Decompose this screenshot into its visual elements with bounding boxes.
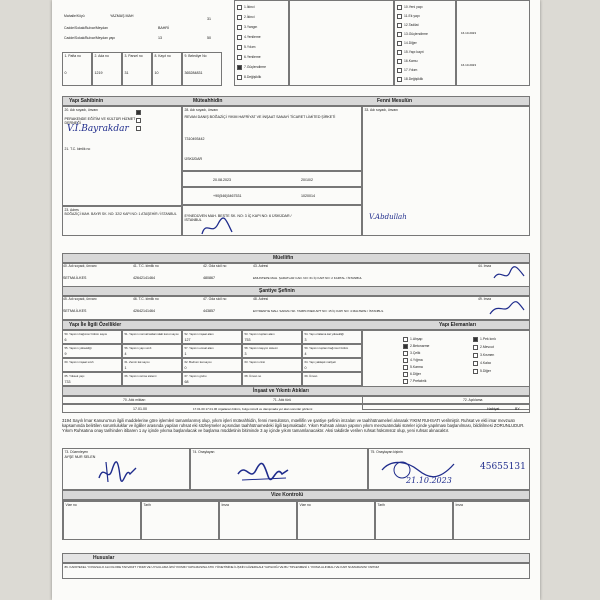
property-label: 53. Yapının toplam alanı — [244, 332, 275, 336]
site-table — [62, 296, 530, 320]
notes-block: 86. KAPATEKEL YONGSALO ALCOLORE TAKVANIT YIKIMI VE UYGULAMA İZNİ YIKIMIN YAPILMASINA ATIK YÖNETİMİNE İLİŞKİN GÜZERGAHI YAPILDIĞI VE BU TIPLENMESİ 1 YIKIMA ALINMALI VE KAPI NUMARASINI YAPINIZ — [62, 563, 530, 579]
element-checkbox[interactable] — [403, 365, 408, 370]
table-cell: EVYDENIYE MAH. SAKIZLI SK. TAMPLYDER APT NO: 15 İÇ KAPI NO: 4 MALTEPE / İSTANBUL — [253, 309, 384, 313]
top-center-block — [289, 0, 394, 86]
table-cell: EMUNTEPE MAH. ŞARATLAR CAD. NO: 61 İÇ KAPI NO: 2 KARTAL / İSTANBUL — [253, 276, 363, 280]
date-value: 16.10.2023 — [461, 63, 477, 67]
property-cell — [242, 372, 302, 386]
contractor-tel: +90(546)5467531 1020014 — [182, 187, 362, 205]
element-checkbox[interactable] — [403, 379, 408, 384]
property-value: 733 — [64, 380, 71, 384]
approval-3: 75. Onaylayan kişinin — [368, 448, 530, 490]
demolition-header: 70. Atık miktarı 71. Atık türü 72. Açıklama — [62, 396, 530, 404]
visa-cell: İmza — [453, 501, 530, 540]
option-label: 10.Yeni yapı — [404, 5, 423, 9]
small-value: 50 — [207, 36, 211, 40]
property-cell — [242, 344, 302, 358]
property-label: 50. Yapının bağımsız bölüm sayısı — [64, 332, 108, 336]
approval-1: 73. Düzenleyen AYŞE NUR SELEN — [62, 448, 190, 490]
ada-box: 2. Ada no 1219 — [92, 52, 122, 86]
property-label: 51. Yapının normal katlarındaki konut sayısı — [124, 332, 179, 336]
owner-band: Yapı Sahibinin Müteahhidin Fenni Mesulün — [62, 96, 530, 106]
option-checkbox[interactable] — [237, 75, 242, 80]
property-value: 1 — [184, 352, 187, 356]
element-label: 6.Diğer — [410, 372, 421, 376]
property-value: 4 — [124, 352, 127, 356]
option-label: 18.Değişiklik — [404, 77, 424, 81]
property-label: 63. Yapının cinsi — [244, 360, 265, 364]
visa-cell: İmza — [219, 501, 297, 540]
parsel-box: 3. Parsel no 31 — [122, 52, 152, 86]
option-label: 1.İkinci — [244, 5, 255, 9]
option-label: 3.Yangın — [244, 25, 258, 29]
property-cell — [182, 330, 242, 344]
approval-date: 21.10.2023 — [406, 476, 452, 485]
option-checkbox[interactable] — [397, 23, 402, 28]
property-value: 3 — [244, 352, 247, 356]
contractor-signature — [198, 216, 238, 238]
row-value: YAZMAŞ MAH — [110, 14, 134, 18]
property-cell — [122, 358, 182, 372]
property-cell — [182, 344, 242, 358]
property-label: 57. Yapının emsal alanı — [184, 346, 214, 350]
element-right-checkbox[interactable] — [473, 369, 478, 374]
property-cell — [122, 330, 182, 344]
element-right-checkbox[interactable] — [473, 353, 478, 358]
property-cell — [62, 344, 122, 358]
option-checkbox[interactable] — [237, 65, 242, 70]
table-cell: 42642141464 — [133, 276, 155, 280]
property-label: 60. Yapının inşaat sınıfı — [64, 360, 94, 364]
element-label: 3.Çelik — [410, 351, 421, 355]
property-label: 55. Yapının yüksekliği — [64, 346, 92, 350]
kayit-box: 8. Kayıt no 10 — [152, 52, 182, 86]
option-label: 12.Tadilat — [404, 23, 419, 27]
property-cell — [182, 358, 242, 372]
tech-signature: V.Abdullah — [369, 213, 407, 221]
property-cell — [62, 372, 122, 386]
approval-2: 74. Onaylayan — [190, 448, 368, 490]
row-label: Cadde/Sokak/Bulvar/Meydan — [64, 26, 108, 30]
notes-band: Hususlar — [62, 553, 530, 563]
contractor-dates: 20.08.2023 20/10/2 — [182, 171, 362, 187]
element-label: 2.Betonarme — [410, 344, 430, 348]
element-right-label: 2.Mevcut — [480, 345, 494, 349]
element-checkbox[interactable] — [403, 337, 408, 342]
option-checkbox[interactable] — [397, 50, 402, 55]
element-right-label: 1.Pek kırık — [480, 337, 497, 341]
property-label: 61. Zemin kat sayısı — [124, 360, 150, 364]
property-value: 3 — [304, 338, 307, 342]
property-label: 67. Yapının grubu — [184, 374, 207, 378]
contractor-block: 28. Adı soyadı, ünvanı REVAN DANIŞ BOĞAZİÇİ YIKIM HAFRİYAT VE İNŞAAT SANAYİ TİCARET LİMİTED ŞİRKETİ 7310493442 ÜSKÜDAR — [182, 106, 362, 171]
property-label: 66. Yapının ısıtma sistemi — [124, 374, 157, 378]
visa-cell: Vize no — [63, 501, 141, 540]
element-checkbox[interactable] — [403, 344, 408, 349]
property-label: 62. Bodrum kat sayısı — [184, 360, 212, 364]
option-label: 8.Değişiklik — [244, 75, 262, 79]
element-checkbox[interactable] — [403, 351, 408, 356]
property-value: 1 — [124, 366, 127, 370]
author-table — [62, 263, 530, 287]
option-label: 16.Kamu — [404, 59, 418, 63]
option-checkbox[interactable] — [397, 68, 402, 73]
table-header: 42. Oda sicil no — [203, 264, 227, 268]
property-cell — [302, 358, 362, 372]
property-cell — [302, 330, 362, 344]
author-band: Müellifin — [62, 253, 530, 263]
element-label: 1.Ahşap — [410, 337, 423, 341]
property-cell — [242, 358, 302, 372]
option-checkbox[interactable] — [397, 59, 402, 64]
element-checkbox[interactable] — [403, 358, 408, 363]
option-checkbox[interactable] — [397, 5, 402, 10]
option-checkbox[interactable] — [397, 41, 402, 46]
table-header: 48. Adresi — [253, 297, 269, 301]
property-label: 65. Yüksek yapı — [64, 374, 85, 378]
option-label: 15.Yapı kayıt — [404, 50, 424, 54]
table-header: 44. İmza — [478, 264, 492, 268]
signature-2 — [236, 458, 291, 486]
demolition-band: İnşaat ve Yıkıntı Atıkları — [62, 386, 530, 396]
row-value: BAHRİ — [158, 26, 169, 30]
option-label: 13.Güçlendirme — [404, 32, 428, 36]
table-header: 47. Oda sicil no — [203, 297, 227, 301]
top-far-right-block — [456, 0, 530, 86]
option-label: 11.Ek yapı — [404, 14, 420, 18]
property-cell — [62, 330, 122, 344]
table-cell: SETMA İLKES — [63, 276, 87, 280]
properties-band: Yapı İle İlgili Özellikler Yapı Elemanları — [62, 320, 530, 330]
row-label: Mahalle/Köyü — [64, 14, 85, 18]
owner-address: 23. Adres BOĞAZİÇİ MAH. BAYIR SK. NO: 32/2 KAPI NO: 1 ATAŞEHİR / İSTANBUL — [62, 206, 182, 236]
property-label: 59. Yapının toplam bağımsız bölüm — [304, 346, 349, 350]
visa-table — [62, 500, 530, 540]
element-right-label: 5.Diğer — [480, 369, 491, 373]
table-header: 45. Adı soyadı, ünvanı — [63, 297, 97, 301]
property-cell — [122, 344, 182, 358]
element-right-checkbox[interactable] — [473, 345, 478, 350]
option-checkbox[interactable] — [237, 45, 242, 50]
option-checkbox[interactable] — [397, 77, 402, 82]
property-label: 52. Yapının inşaat alanı — [184, 332, 214, 336]
element-label: 4.Yığma — [410, 358, 423, 362]
option-label: 14.Diğer — [404, 41, 417, 45]
property-label: 56. Yapının yapı sınıfı — [124, 346, 152, 350]
property-value: 0 — [304, 366, 307, 370]
option-checkbox[interactable] — [397, 32, 402, 37]
table-header: 46. T.C. kimlik no — [133, 297, 159, 301]
owner-signature: V.İ.Bayrakdar — [67, 124, 129, 134]
visa-cell: Tarih — [141, 501, 219, 540]
element-right-checkbox[interactable] — [473, 361, 478, 366]
table-header: 49. İmza — [478, 297, 492, 301]
property-label: 54. Yapı ortalama kat yüksekliği — [304, 332, 344, 336]
top-right-block — [394, 0, 456, 86]
site-signature — [488, 300, 526, 318]
pafta-box: 1. Pafta no 0 — [62, 52, 92, 86]
table-header: 40. Adı soyadı, ünvanı — [63, 264, 97, 268]
approval-number: 45655131 — [480, 462, 526, 472]
table-cell: 480867 — [203, 276, 215, 280]
top-left-block — [62, 0, 212, 52]
element-label: 5.Karma — [410, 365, 423, 369]
site-band: Şantiye Şefinin — [62, 286, 530, 296]
property-label: 64. Yapı yaklaşık maliyeti — [304, 360, 336, 364]
date-value: 16.10.2023 — [461, 31, 477, 35]
belediye-no-box: 9. Belediye No 365284831 — [182, 52, 222, 86]
property-value: 4 — [304, 352, 307, 356]
property-value: 68 — [184, 380, 189, 384]
top-middle-block — [234, 0, 289, 86]
property-cell — [122, 372, 182, 386]
option-label: 6.Yenileme — [244, 55, 261, 59]
property-label: 58. Yapının taşıyıcı sistemi — [244, 346, 278, 350]
option-label: 17.Yıkım — [404, 68, 418, 72]
property-cell — [182, 372, 242, 386]
property-value: 753 — [244, 338, 251, 342]
option-label: 7.Güçlendirme — [244, 65, 267, 69]
option-checkbox[interactable] — [237, 15, 242, 20]
property-label: 68. Ünvan no — [244, 374, 262, 378]
author-signature — [492, 266, 526, 284]
demolition-values: 17.01.00 17.01.00 17.01.06 ürgalanan bölüm, bulgu ücretli ve danışmada yer alan sorunlar gözlemi Hafriyat BY — [62, 404, 530, 413]
table-header: 43. Adresi — [253, 264, 269, 268]
tech-block: 33. Adı soyadı, ünvanı V.Abdullah — [362, 106, 530, 236]
property-cell — [242, 330, 302, 344]
permit-sheet — [52, 0, 540, 600]
element-right-label: 4.Kalıcı — [480, 361, 492, 365]
property-value: 0 — [184, 366, 187, 370]
option-label: 5.Yıkım — [244, 45, 256, 49]
option-checkbox[interactable] — [237, 35, 242, 40]
table-cell: 42642141464 — [133, 309, 155, 313]
element-right-checkbox[interactable] — [473, 337, 478, 342]
element-right-label: 3.Kısmen — [480, 353, 495, 357]
row-value: 13 — [158, 36, 162, 40]
visa-cell: Vize no — [297, 501, 375, 540]
law-text: 3194 Sayılı İmar Kanunu'nun ilgili maddelerine göre işlemleri tamamlanmış olup, yıkım işleri müteahhidin, fenni mesulünün, müellifin ve şantiye şefinin imzaları ve taahhütnameleri alınarak YIKIM RUHSATI verilmiştir. Ruhsat ve ekli imar mevzuatı kapsamında belirtilen sorumluluklar ve ilgililer arasında yapılan ruhsat eki sözleşmeler açısından taahhütnamedeki ilgili taşımaktadır. Yıkım Ruhsatı alınan yapının yıkım mevzuatındaki süreler içinde yapılması başlanılması, bildirilmesi ZORUNLUDUR. Yıkım Ruhsatına onay tarihinden itibaren 1 ay içinde yıkıma başlanılacak ve başlama müddetinin bitiminde 3 ay içinde yıkım tamamlanacaktır. Aksi takdirde verilen ruhsat hükümsüz olup, yeni ruhsat alınacaktır. — [62, 418, 525, 434]
element-label: 7.Prefabrik — [410, 379, 427, 383]
owner-opts — [134, 106, 182, 136]
property-cell — [302, 372, 362, 386]
property-value: 127 — [184, 338, 191, 342]
signature-1 — [96, 458, 141, 486]
option-label: 2.İkinci — [244, 15, 255, 19]
table-header: 41. T.C. kimlik no — [133, 264, 159, 268]
property-value: 6 — [64, 338, 67, 342]
property-label: 69. Ünvan — [304, 374, 318, 378]
visa-band: Vize Kontrolü — [62, 490, 530, 500]
option-label: 4.Yenileme — [244, 35, 261, 39]
table-cell: 443857 — [203, 309, 215, 313]
small-value: 31 — [207, 17, 211, 21]
property-value: 9 — [64, 352, 67, 356]
contractor-address: EYNEDÜVEN MAH. BESTE SK. NO: 3 İÇ KAPI NO: 6 ÜSKÜDAR / İSTANBUL — [182, 205, 362, 236]
visa-cell: Tarih — [375, 501, 453, 540]
option-checkbox[interactable] — [397, 14, 402, 19]
owner-block: 20. Adı soyadı, ünvanı PERAKENDE EĞİTİM VE KÜLTÜR HİZMET DERNEĞİ V.İ.Bayrakdar 21. T.C. kimlik no — [62, 106, 182, 206]
property-cell — [62, 358, 122, 372]
table-cell: SETMA İLKES — [63, 309, 87, 313]
element-checkbox[interactable] — [403, 372, 408, 377]
option-checkbox[interactable] — [237, 25, 242, 30]
row-label: Cadde/Sokak/Bulvar/Meydan yapı — [64, 36, 116, 40]
option-checkbox[interactable] — [237, 55, 242, 60]
property-cell — [302, 344, 362, 358]
option-checkbox[interactable] — [237, 5, 242, 10]
